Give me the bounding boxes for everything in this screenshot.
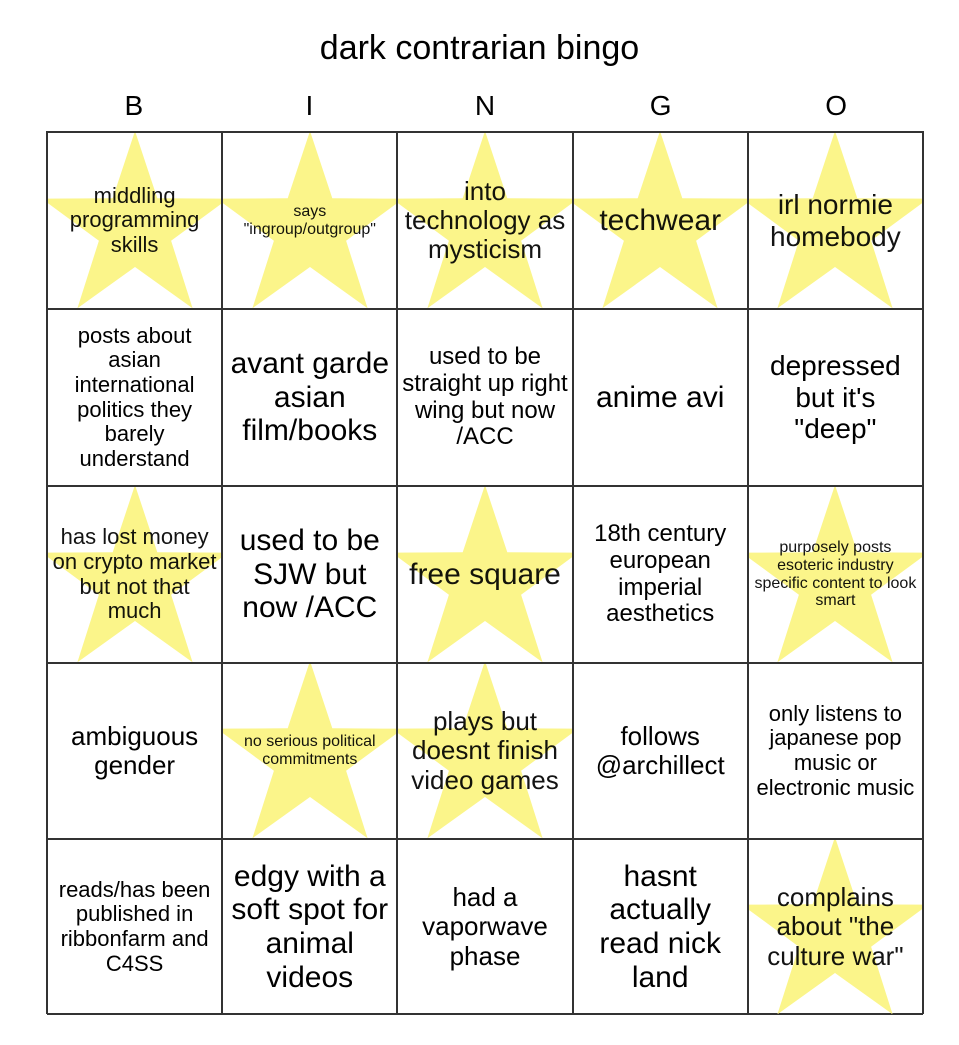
cell-text: anime avi (595, 380, 725, 414)
cell-text: follows @archillect (595, 720, 725, 780)
bingo-cell[interactable] (573, 839, 748, 1015)
bingo-cell[interactable] (222, 309, 397, 486)
cell-text: reads/has been published in ribbonfarm and C4SS (58, 876, 211, 976)
cell-text: plays but doesnt finish video games (411, 706, 559, 795)
column-letter-g: G (649, 90, 672, 121)
column-header-row (46, 88, 924, 124)
bingo-cell[interactable] (397, 486, 572, 663)
cell-text: free square (409, 557, 561, 591)
cell-text: avant garde asian film/books (230, 347, 390, 448)
column-letter-b: B (124, 90, 144, 121)
bingo-cell[interactable] (573, 132, 748, 309)
cell-text: has lost money on crypto market but not that much (52, 524, 217, 624)
bingo-cell[interactable] (47, 839, 222, 1015)
bingo-cell[interactable] (748, 663, 923, 839)
bingo-cell[interactable] (397, 309, 572, 486)
bingo-cell[interactable] (222, 132, 397, 309)
bingo-cell[interactable] (222, 486, 397, 663)
cell-text: no serious political commitments (243, 733, 376, 768)
bingo-cell[interactable] (47, 132, 222, 309)
bingo-cell[interactable] (573, 486, 748, 663)
cell-text: middling programming skills (69, 182, 200, 257)
cell-text: used to be SJW but now /ACC (239, 524, 380, 625)
bingo-board (46, 131, 924, 1014)
cell-text: depressed but it's "deep" (770, 350, 901, 445)
cell-text: techwear (599, 203, 722, 237)
cell-text: into technology as mysticism (404, 175, 566, 265)
cell-text: posts about asian international politics they barely understand (74, 322, 195, 471)
column-letter-o: O (825, 90, 848, 121)
cell-text: says "ingroup/outgroup" (243, 202, 376, 238)
bingo-cell[interactable] (222, 839, 397, 1015)
bingo-cell[interactable] (748, 309, 923, 486)
cell-text: ambiguous gender (70, 720, 199, 780)
cell-text: had a vaporwave phase (422, 882, 548, 971)
cell-text: irl normie homebody (770, 189, 901, 252)
cell-text: only listens to japanese pop music or electronic music (756, 700, 915, 800)
bingo-title: dark contrarian bingo (319, 29, 640, 67)
column-letter-n: N (474, 90, 496, 121)
bingo-cell[interactable] (222, 663, 397, 839)
bingo-cell[interactable] (573, 663, 748, 839)
bingo-cell[interactable] (397, 132, 572, 309)
cell-text: hasnt actually read nick land (599, 859, 722, 994)
bingo-cell[interactable] (397, 839, 572, 1015)
cell-text: complains about "the culture war" (767, 882, 904, 971)
cell-text: used to be straight up right wing but now /ACC (402, 342, 568, 451)
bingo-cell[interactable] (748, 132, 923, 309)
cell-text: purposely posts esoteric industry specific content to look smart (754, 538, 917, 610)
bingo-cell[interactable] (47, 486, 222, 663)
bingo-cell[interactable] (748, 486, 923, 663)
bingo-cell[interactable] (47, 663, 222, 839)
bingo-cell[interactable] (748, 839, 923, 1015)
cell-text: 18th century european imperial aesthetics (594, 519, 727, 628)
bingo-cell[interactable] (573, 309, 748, 486)
bingo-cell[interactable] (47, 309, 222, 486)
column-letter-i: I (305, 90, 314, 121)
cell-text: edgy with a soft spot for animal videos (231, 859, 389, 994)
bingo-cell[interactable] (397, 663, 572, 839)
